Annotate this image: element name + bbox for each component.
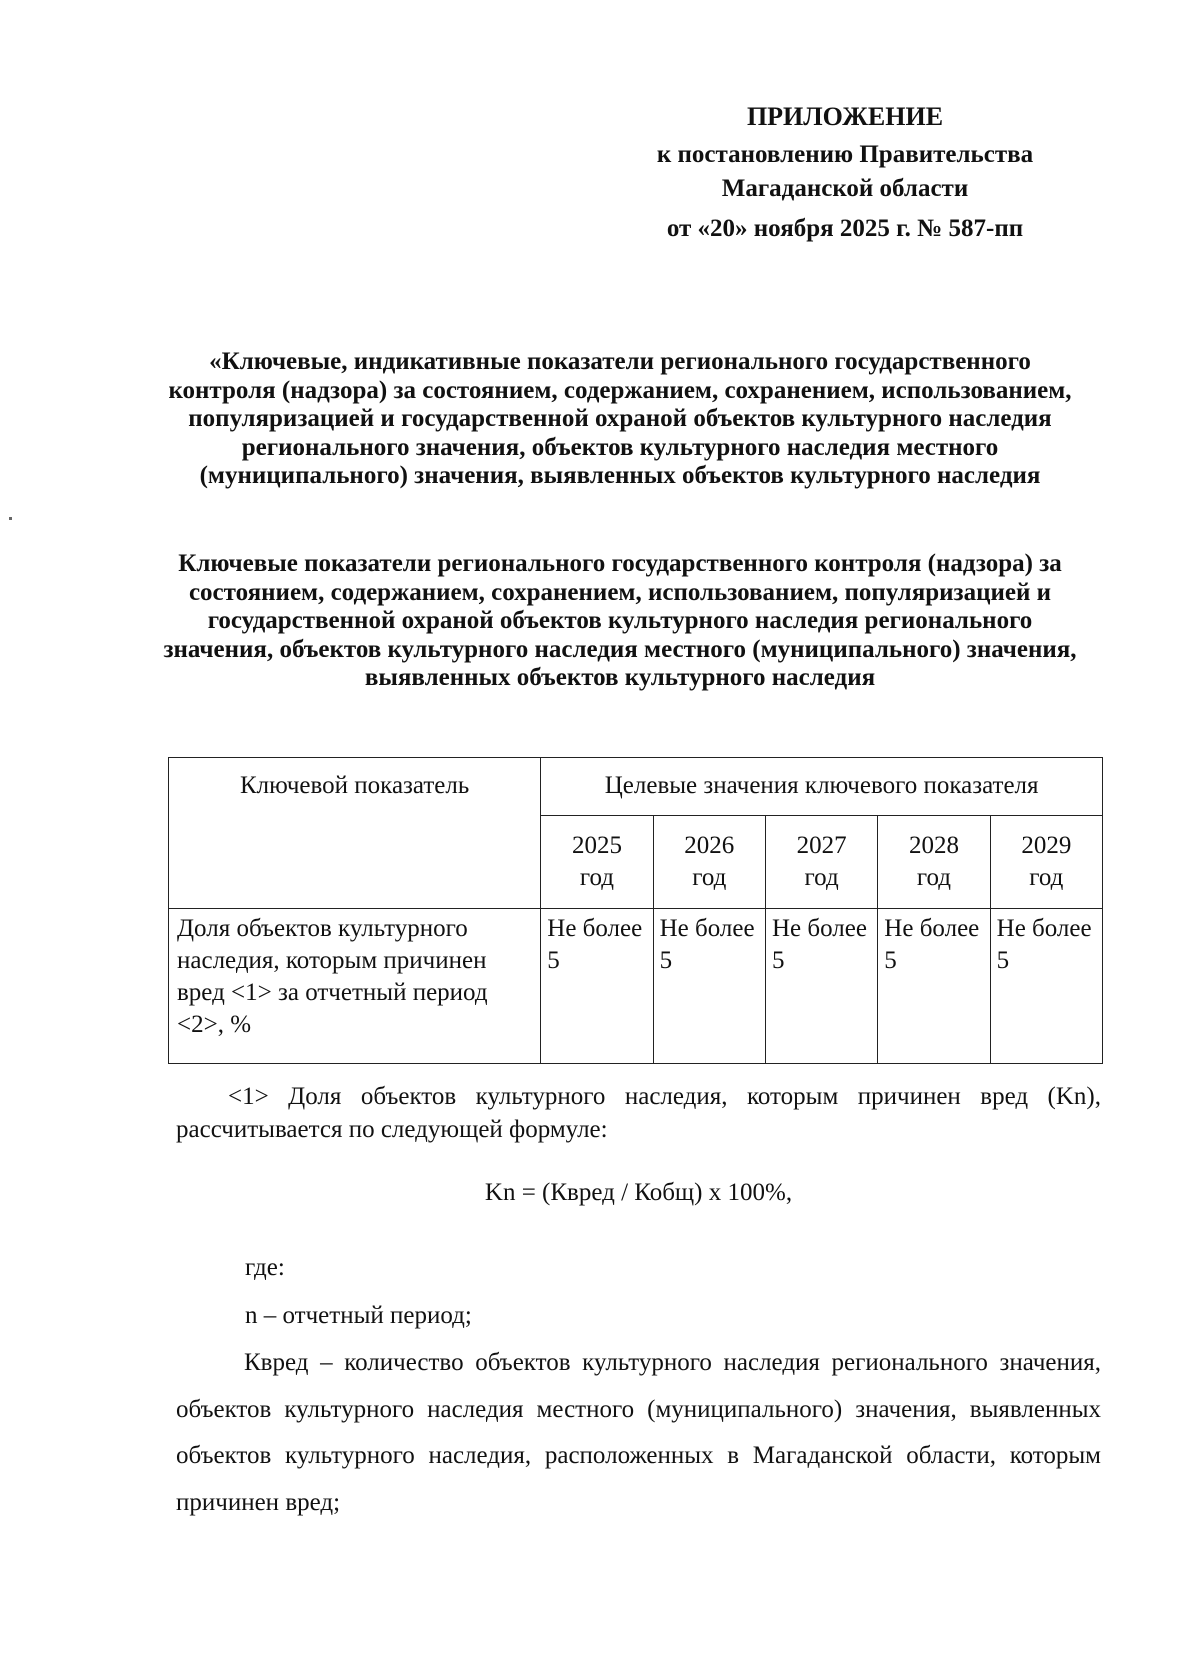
year-header: [990, 815, 1102, 908]
heading-main: «Ключевые, индикативные показатели регионального государственного контроля (надзора) за состоянием, содержанием, сохранением, использованием, популяризацией и государственной охраной объектов культурного наследия регионального значения, объектов культурного наследия местного (муниципального) значения, выявленных объектов культурного наследия: [168, 348, 1072, 489]
appendix-header: [610, 100, 1080, 246]
appendix-line-2: Магаданской области: [721, 175, 969, 202]
year-number: 2029: [1021, 831, 1072, 859]
year-unit: год: [804, 863, 839, 891]
year-unit: год: [1029, 863, 1064, 891]
value-cell: Не более 5: [653, 909, 765, 1064]
year-number: 2028: [908, 831, 959, 859]
value-cell: Не более 5: [878, 909, 990, 1064]
value-cell: Не более 5: [990, 909, 1102, 1064]
year-header: [878, 815, 990, 908]
appendix-line-1: к постановлению Правительства: [656, 141, 1034, 168]
indicator-cell: Доля объектов культурного наследия, которым причинен вред <1> за отчетный период <2>, %: [169, 909, 541, 1064]
where-label: где:: [245, 1254, 285, 1281]
year-number: 2025: [571, 831, 622, 859]
col-target-header: Целевые значения ключевого показателя: [541, 758, 1103, 816]
footnote-1: <1> Доля объектов культурного наследия, которым причинен вред (Kn), рассчитывается по следующей формуле:: [176, 1083, 1101, 1143]
appendix-title: ПРИЛОЖЕНИЕ: [746, 102, 944, 131]
kpi-table: [168, 757, 1103, 1064]
kvred-definition: Квред – количество объектов культурного наследия регионального значения, объектов культурного наследия местного (муниципального) значения, выявленных объектов культурного наследия, расположенных в Магаданской области, которым причинен вред;: [176, 1349, 1101, 1516]
year-unit: год: [579, 863, 614, 891]
col-indicator-header: Ключевой показатель: [169, 758, 541, 909]
year-header: [653, 815, 765, 908]
table-header-row: [169, 758, 1103, 816]
year-header: [765, 815, 877, 908]
year-unit: год: [692, 863, 727, 891]
n-definition: n – отчетный период;: [245, 1302, 472, 1329]
year-number: 2027: [796, 831, 847, 859]
year-header: [541, 815, 653, 908]
heading-sub: Ключевые показатели регионального государственного контроля (надзора) за состоянием, содержанием, сохранением, использованием, популяризацией и государственной охраной объектов культурного наследия регионального значения, объектов культурного наследия местного (муниципального) значения, выявленных объектов культурного наследия: [163, 550, 1077, 691]
formula: Kn = (Квред / Кобщ) х 100%,: [484, 1179, 793, 1206]
table-row: [169, 909, 1103, 1064]
appendix-decree: от «20» ноября 2025 г. № 587-пп: [666, 215, 1024, 242]
year-number: 2026: [684, 831, 735, 859]
value-cell: Не более 5: [765, 909, 877, 1064]
year-unit: год: [916, 863, 952, 891]
scan-speck: [9, 517, 12, 520]
value-cell: Не более 5: [541, 909, 653, 1064]
